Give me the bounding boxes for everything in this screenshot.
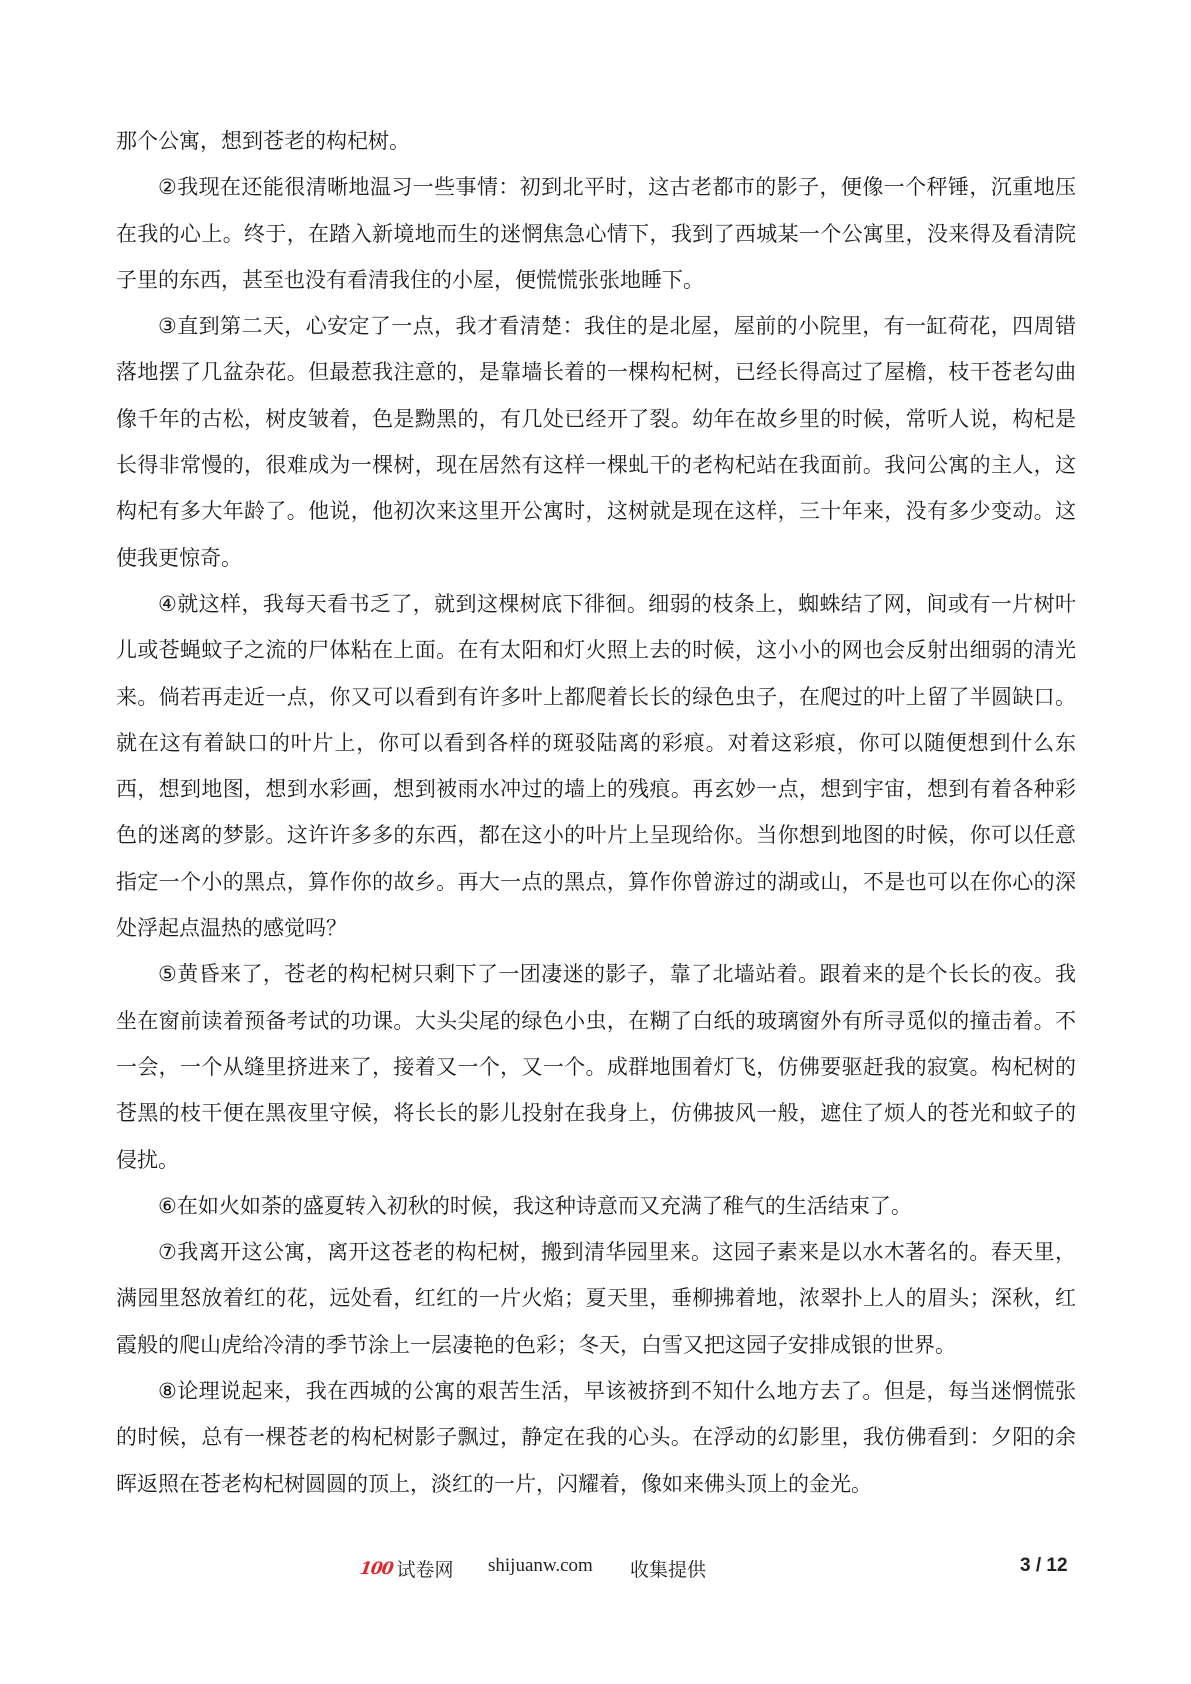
site-domain: shijuanw.com	[488, 1555, 593, 1576]
site-logo	[360, 1555, 454, 1582]
site-name: 试卷网	[396, 1559, 454, 1581]
paragraph-continued: 那个公寓，想到苍老的构杞树。	[116, 129, 410, 153]
paragraph-7: ⑦我离开这公寓，离开这苍老的构杞树，搬到清华园里来。这园子素来是以水木著名的。春天里，满园里怒放着红的花，远处看，红红的一片火焰；夏天里，垂柳拂着地，浓翠扑上人的眉头；深秋，红霞般的爬山虎给冷清的季节涂上一层凄艳的色彩；冬天，白雪又把这园子安排成银的世界。	[116, 1240, 1076, 1357]
paragraph-2: ②我现在还能很清晰地温习一些事情：初到北平时，这古老都市的影子，便像一个秤锤，沉重地压在我的心上。终于，在踏入新境地而生的迷惘焦急心情下，我到了西城某一个公寓里，没来得及看清院子里的东西，甚至也没有看清我住的小屋，便慌慌张张地睡下。	[116, 175, 1076, 292]
page-footer	[0, 1553, 1191, 1583]
page-number: 3 / 12	[1020, 1555, 1068, 1576]
paragraph-5: ⑤黄昏来了，苍老的构杞树只剩下了一团凄迷的影子，靠了北墙站着。跟着来的是个长长的夜。我坐在窗前读着预备考试的功课。大头尖尾的绿色小虫，在糊了白纸的玻璃窗外有所寻觅似的撞击着。不一会，一个从缝里挤进来了，接着又一个，又一个。成群地围着灯飞，仿佛要驱赶我的寂寞。构杞树的苍黑的枝干便在黑夜里守候，将长长的影儿投射在我身上，仿佛披风一般，遮住了烦人的苍光和蚊子的侵扰。	[116, 962, 1076, 1172]
provided-by-label: 收集提供	[630, 1559, 707, 1581]
paragraph-8: ⑧论理说起来，我在西城的公寓的艰苦生活，早该被挤到不知什么地方去了。但是，每当迷惘慌张的时候，总有一棵苍老的构杞树影子飘过，静定在我的心头。在浮动的幻影里，我仿佛看到：夕阳的余晖返照在苍老构杞树圆圆的顶上，淡红的一片，闪耀着，像如来佛头顶上的金光。	[116, 1379, 1076, 1496]
logo-100-icon: 100	[358, 1558, 394, 1579]
paragraph-3: ③直到第二天，心安定了一点，我才看清楚：我住的是北屋，屋前的小院里，有一缸荷花，四周错落地摆了几盆杂花。但最惹我注意的，是靠墙长着的一棵构杞树，已经长得高过了屋檐，枝干苍老勾曲像千年的古松，树皮皱着，色是黝黑的，有几处已经开了裂。幼年在故乡里的时候，常听人说，构杞是长得非常慢的，很难成为一棵树，现在居然有这样一棵虬干的老构杞站在我面前。我问公寓的主人，这构杞有多大年龄了。他说，他初次来这里开公寓时，这树就是现在这样，三十年来，没有多少变动。这使我更惊奇。	[116, 314, 1076, 570]
article-body	[116, 118, 1076, 1507]
paragraph-4: ④就这样，我每天看书乏了，就到这棵树底下徘徊。细弱的枝条上，蜘蛛结了网，间或有一片树叶儿或苍蝇蚊子之流的尸体粘在上面。在有太阳和灯火照上去的时候，这小小的网也会反射出细弱的清光来。倘若再走近一点，你又可以看到有许多叶上都爬着长长的绿色虫子，在爬过的叶上留了半圆缺口。就在这有着缺口的叶片上，你可以看到各样的斑驳陆离的彩痕。对着这彩痕，你可以随便想到什么东西，想到地图，想到水彩画，想到被雨水冲过的墙上的残痕。再玄妙一点，想到宇宙，想到有着各种彩色的迷离的梦影。这许许多多的东西，都在这小的叶片上呈现给你。当你想到地图的时候，你可以任意指定一个小的黑点，算作你的故乡。再大一点的黑点，算作你曾游过的湖或山，不是也可以在你心的深处浮起点温热的感觉吗？	[116, 591, 1076, 941]
paragraph-6: ⑥在如火如荼的盛夏转入初秋的时候，我这种诗意而又充满了稚气的生活结束了。	[158, 1193, 912, 1218]
